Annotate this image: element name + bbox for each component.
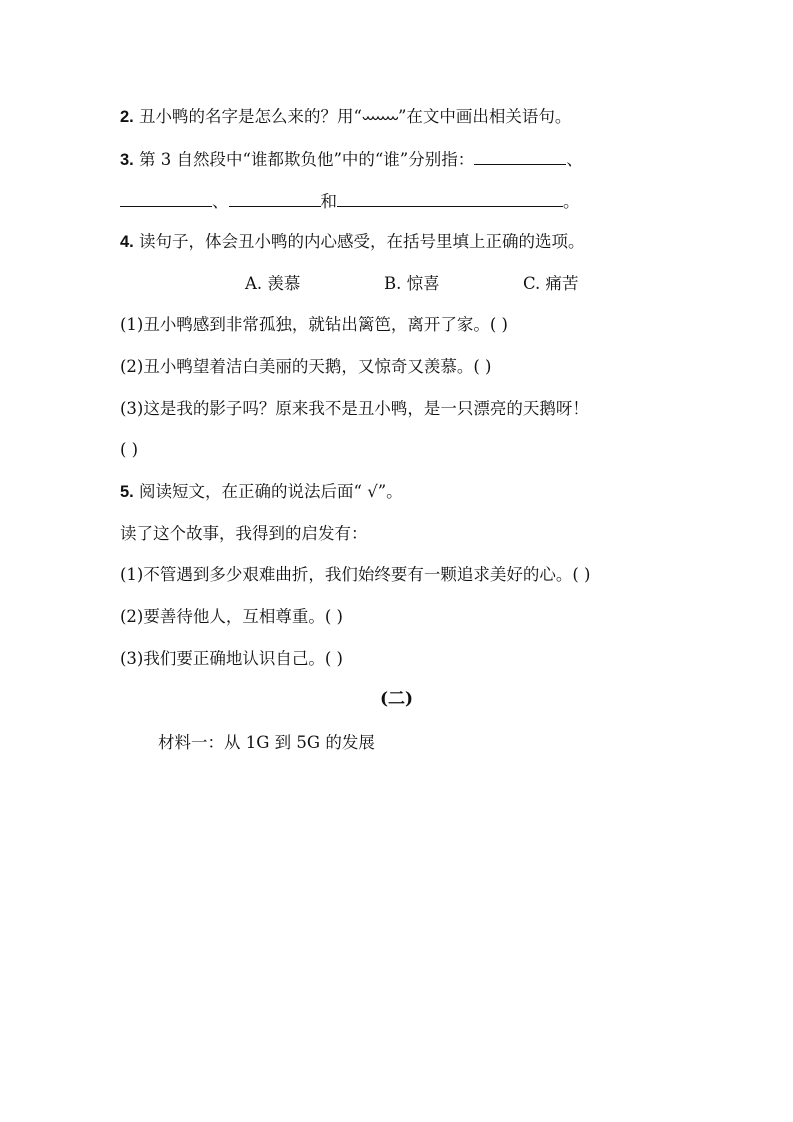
answer-blank[interactable] (229, 190, 321, 207)
question-number: 5. (120, 483, 134, 501)
question-3 (120, 147, 583, 173)
question-number: 4. (120, 233, 134, 251)
options-row (245, 271, 579, 297)
question-2 (120, 104, 571, 130)
question-text-end: ”在文中画出相关语句。 (397, 107, 572, 126)
question-3-continued (120, 189, 580, 215)
material-heading: 材料一：从 1G 到 5G 的发展 (158, 733, 375, 752)
question-4 (120, 229, 585, 255)
list-item: (2)丑小鸭望着洁白美丽的天鹅，又惊奇又羡慕。( ) (120, 357, 492, 376)
option-c: C. 痛苦 (523, 274, 579, 293)
option-a: A. 羡慕 (245, 274, 301, 293)
answer-blank[interactable] (337, 190, 563, 207)
question-5 (120, 479, 403, 505)
section-title: (二) (379, 689, 414, 709)
question-text: 丑小鸭的名字是怎么来的？用“ (139, 107, 362, 126)
question-number: 2. (120, 108, 134, 126)
separator: 、 (212, 192, 229, 211)
list-item: (1)丑小鸭感到非常孤独，就钻出篱笆，离开了家。( ) (120, 315, 508, 334)
end-punct: 。 (563, 192, 580, 211)
list-item: (3)我们要正确地认识自己。( ) (120, 649, 343, 668)
separator: 、 (566, 150, 583, 169)
list-item: (3)这是我的影子吗？原来我不是丑小鸭，是一只漂亮的天鹅呀！ (120, 399, 589, 418)
answer-blank[interactable] (474, 148, 566, 165)
list-item: (2)要善待他人，互相尊重。( ) (120, 607, 343, 626)
wavy-underline-icon (362, 113, 398, 123)
option-b: B. 惊喜 (384, 274, 440, 293)
question-5-intro: 读了这个故事，我得到的启发有： (120, 524, 368, 543)
answer-paren[interactable]: ( ) (120, 440, 139, 459)
answer-blank[interactable] (120, 190, 212, 207)
and-text: 和 (320, 192, 337, 211)
list-item: (1)不管遇到多少艰难曲折，我们始终要有一颗追求美好的心。( ) (120, 565, 591, 584)
question-text: 读句子，体会丑小鸭的内心感受，在括号里填上正确的选项。 (139, 232, 585, 251)
question-text: 阅读短文，在正确的说法后面“ √”。 (139, 482, 403, 501)
question-number: 3. (120, 151, 134, 169)
question-text: 第 3 自然段中“谁都欺负他”中的“谁”分别指： (139, 150, 475, 169)
